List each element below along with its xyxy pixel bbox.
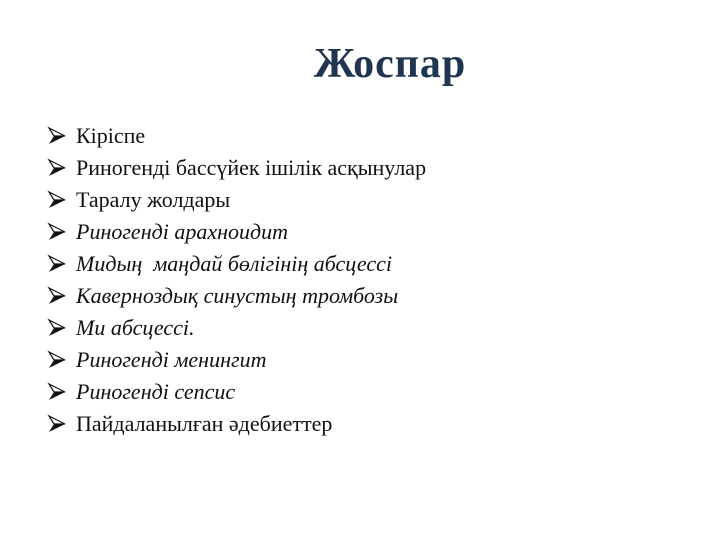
list-item [46,248,426,280]
list-item-text: Риногенді сепсис [76,379,236,404]
list-item-text: Пайдаланылған әдебиеттер [76,411,333,436]
list-item-text: Таралу жолдары [76,187,231,212]
arrow-bullet-icon [46,349,68,371]
arrow-bullet-icon [46,157,68,179]
list-item-text: Ми абсцессі. [76,315,195,340]
list-item [46,152,426,184]
list-item-text: Риногенді бассүйек ішілік асқынулар [76,155,427,180]
list-item-text: Мидың маңдай бөлігінің абсцессі [76,251,392,276]
list-item [46,376,426,408]
arrow-bullet-icon [46,413,68,435]
arrow-bullet-icon [46,189,68,211]
slide-title [0,40,720,88]
list-item-text: Каверноздық синустың тромбозы [76,283,399,308]
list-item-text: Риногенді менингит [76,347,267,372]
arrow-bullet-icon [46,381,68,403]
agenda-list [46,120,426,440]
list-item [46,344,426,376]
list-item-text: Риногенді арахноидит [76,219,289,244]
list-item [46,216,426,248]
arrow-bullet-icon [46,221,68,243]
list-item [46,120,426,152]
arrow-bullet-icon [46,285,68,307]
list-item-text: Кіріспе [76,123,146,148]
arrow-bullet-icon [46,125,68,147]
list-item [46,184,426,216]
slide-title-text: Жоспар [313,41,467,87]
list-item [46,280,426,312]
list-item [46,312,426,344]
arrow-bullet-icon [46,253,68,275]
arrow-bullet-icon [46,317,68,339]
list-item [46,408,426,440]
